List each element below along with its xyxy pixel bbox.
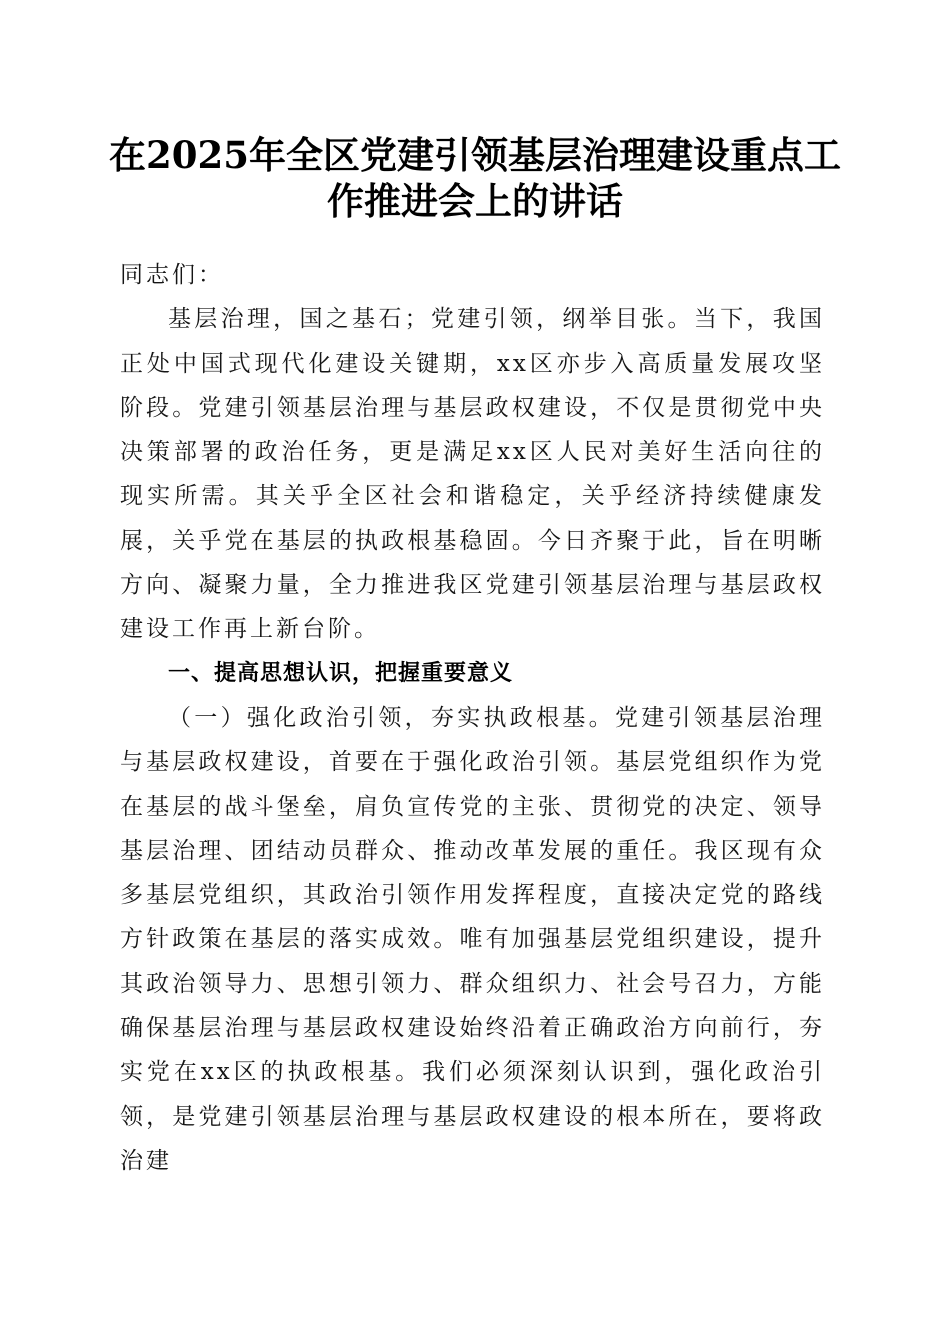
- title-line-1: 在2025年全区党建引领基层治理建设重点工: [109, 133, 841, 177]
- section-1-1-paragraph: （一）强化政治引领，夯实执政根基。党建引领基层治理与基层政权建设，首要在于强化政治引领。基层党组织作为党在基层的战斗堡垒，肩负宣传党的主张、贯彻党的决定、领导基层治理、团结动员群众、推动改革发展的重任。我区现有众多基层党组织，其政治引领作用发挥程度，直接决定党的路线方针政策在基层的落实成效。唯有加强基层党组织建设，提升其政治领导力、思想引领力、群众组织力、社会号召力，方能确保基层治理与基层政权建设始终沿着正确政治方向前行，夯实党在xx区的执政根基。我们必须深刻认识到，强化政治引领，是党建引领基层治理与基层政权建设的根本所在，要将政治建: [120, 704, 825, 1174]
- greeting: 同志们：: [120, 262, 224, 288]
- intro-paragraph: 基层治理，国之基石；党建引领，纲举目张。当下，我国正处中国式现代化建设关键期，xx区亦步入高质量发展攻坚阶段。党建引领基层治理与基层政权建设，不仅是贯彻党中央决策部署的政治任务，更是满足xx区人民对美好生活向往的现实所需。其关乎全区社会和谐稳定，关乎经济持续健康发展，关乎党在基层的执政根基稳固。今日齐聚于此，旨在明晰方向、凝聚力量，全力推进我区党建引领基层治理与基层政权建设工作再上新台阶。: [120, 306, 825, 643]
- document-title: [90, 132, 860, 224]
- title-line-2: 作推进会上的讲话: [327, 179, 623, 223]
- document-body: [120, 253, 825, 1183]
- section-1-heading: 一、提高思想认识，把握重要意义: [168, 660, 514, 686]
